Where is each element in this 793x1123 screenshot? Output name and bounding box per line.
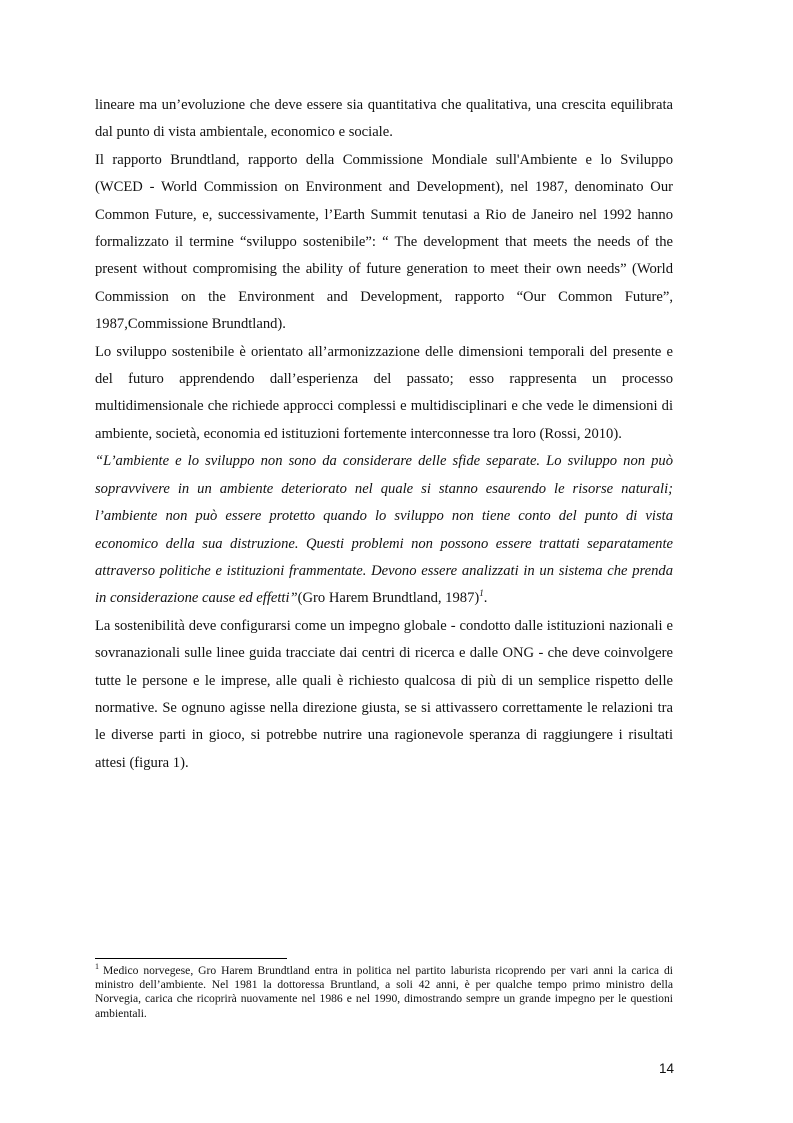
brundtland-quote: “L’ambiente e lo sviluppo non sono da considerare delle sfide separate. Lo sviluppo non può sopravvivere in un ambiente deteriorato nel quale si stanno esaurendo le risorse naturali; l’ambiente non può essere protetto quando lo sviluppo non tiene conto del punto di vista economico della sua distruzione. Questi problemi non possono essere trattati separatamente attraverso politiche e istituzioni frammentate. Devono essere analizzati in un sistema che prenda in considerazione cause ed effetti” <box>95 453 673 607</box>
footnote <box>95 964 673 1021</box>
footnote-separator <box>95 958 287 959</box>
paragraph-quote <box>95 448 673 612</box>
quote-end-period: . <box>483 590 488 607</box>
footnote-reference[interactable]: 1 <box>479 588 484 599</box>
paragraph-global-commitment: La sostenibilità deve configurarsi come un impegno globale - condotto dalle istituzioni nazionali e sovranazionali sulle linee guida tracciate dai centri di ricerca e dalle ONG - che deve coinvolgere tutte le persone e le imprese, alle quali è richiesto qualcosa di più di un semplice rispetto delle normative. Se ognuno agisse nella direzione giusta, se si attivassero correttamente le relazioni tra le diverse parti in gioco, si potrebbe nutrire una ragionevole speranza di raggiungere i risultati attesi (figura 1). <box>95 617 673 771</box>
footnote-marker: 1 <box>95 962 99 972</box>
body-text <box>95 92 673 777</box>
page-number: 14 <box>658 1061 674 1076</box>
paragraph-sustainable-development: Lo sviluppo sostenibile è orientato all’armonizzazione delle dimensioni temporali del presente e del futuro apprendendo dall’esperienza del passato; esso rappresenta un processo multidimensionale che richiede approcci complessi e multidisciplinari e che vede le dimensioni di ambiente, società, economia ed istituzioni fortemente interconnesse tra loro (Rossi, 2010). <box>95 343 673 442</box>
quote-citation: (Gro Harem Brundtland, 1987) <box>297 590 480 607</box>
paragraph-brundtland-report: Il rapporto Brundtland, rapporto della Commissione Mondiale sull'Ambiente e lo Sviluppo (WCED - World Commission on Environment and Development), nel 1987, denominato Our Common Future, e, successivamente, l’Earth Summit tenutasi a Rio de Janeiro nel 1992 hanno formalizzato il termine “sviluppo sostenibile”: “ The development that meets the needs of the present without compromising the ability of future generation to meet their own needs” (World Commission on the Environment and Development, rapporto “Our Common Future”, 1987,Commissione Brundtland). <box>95 151 673 333</box>
paragraph-continuation: lineare ma un’evoluzione che deve essere sia quantitativa che qualitativa, una crescita equilibrata dal punto di vista ambientale, economico e sociale. <box>95 97 673 141</box>
footnote-text: Medico norvegese, Gro Harem Brundtland entra in politica nel partito laburista ricoprendo per vari anni la carica di ministro dell’ambiente. Nel 1981 la dottoressa Bruntland, a soli 42 anni, è per qualche tempo primo ministro della Norvegia, carica che ricoprirà nuovamente nel 1986 e nel 1990, dimostrando sempre un grande impegno per le questioni ambientali. <box>95 964 673 1020</box>
